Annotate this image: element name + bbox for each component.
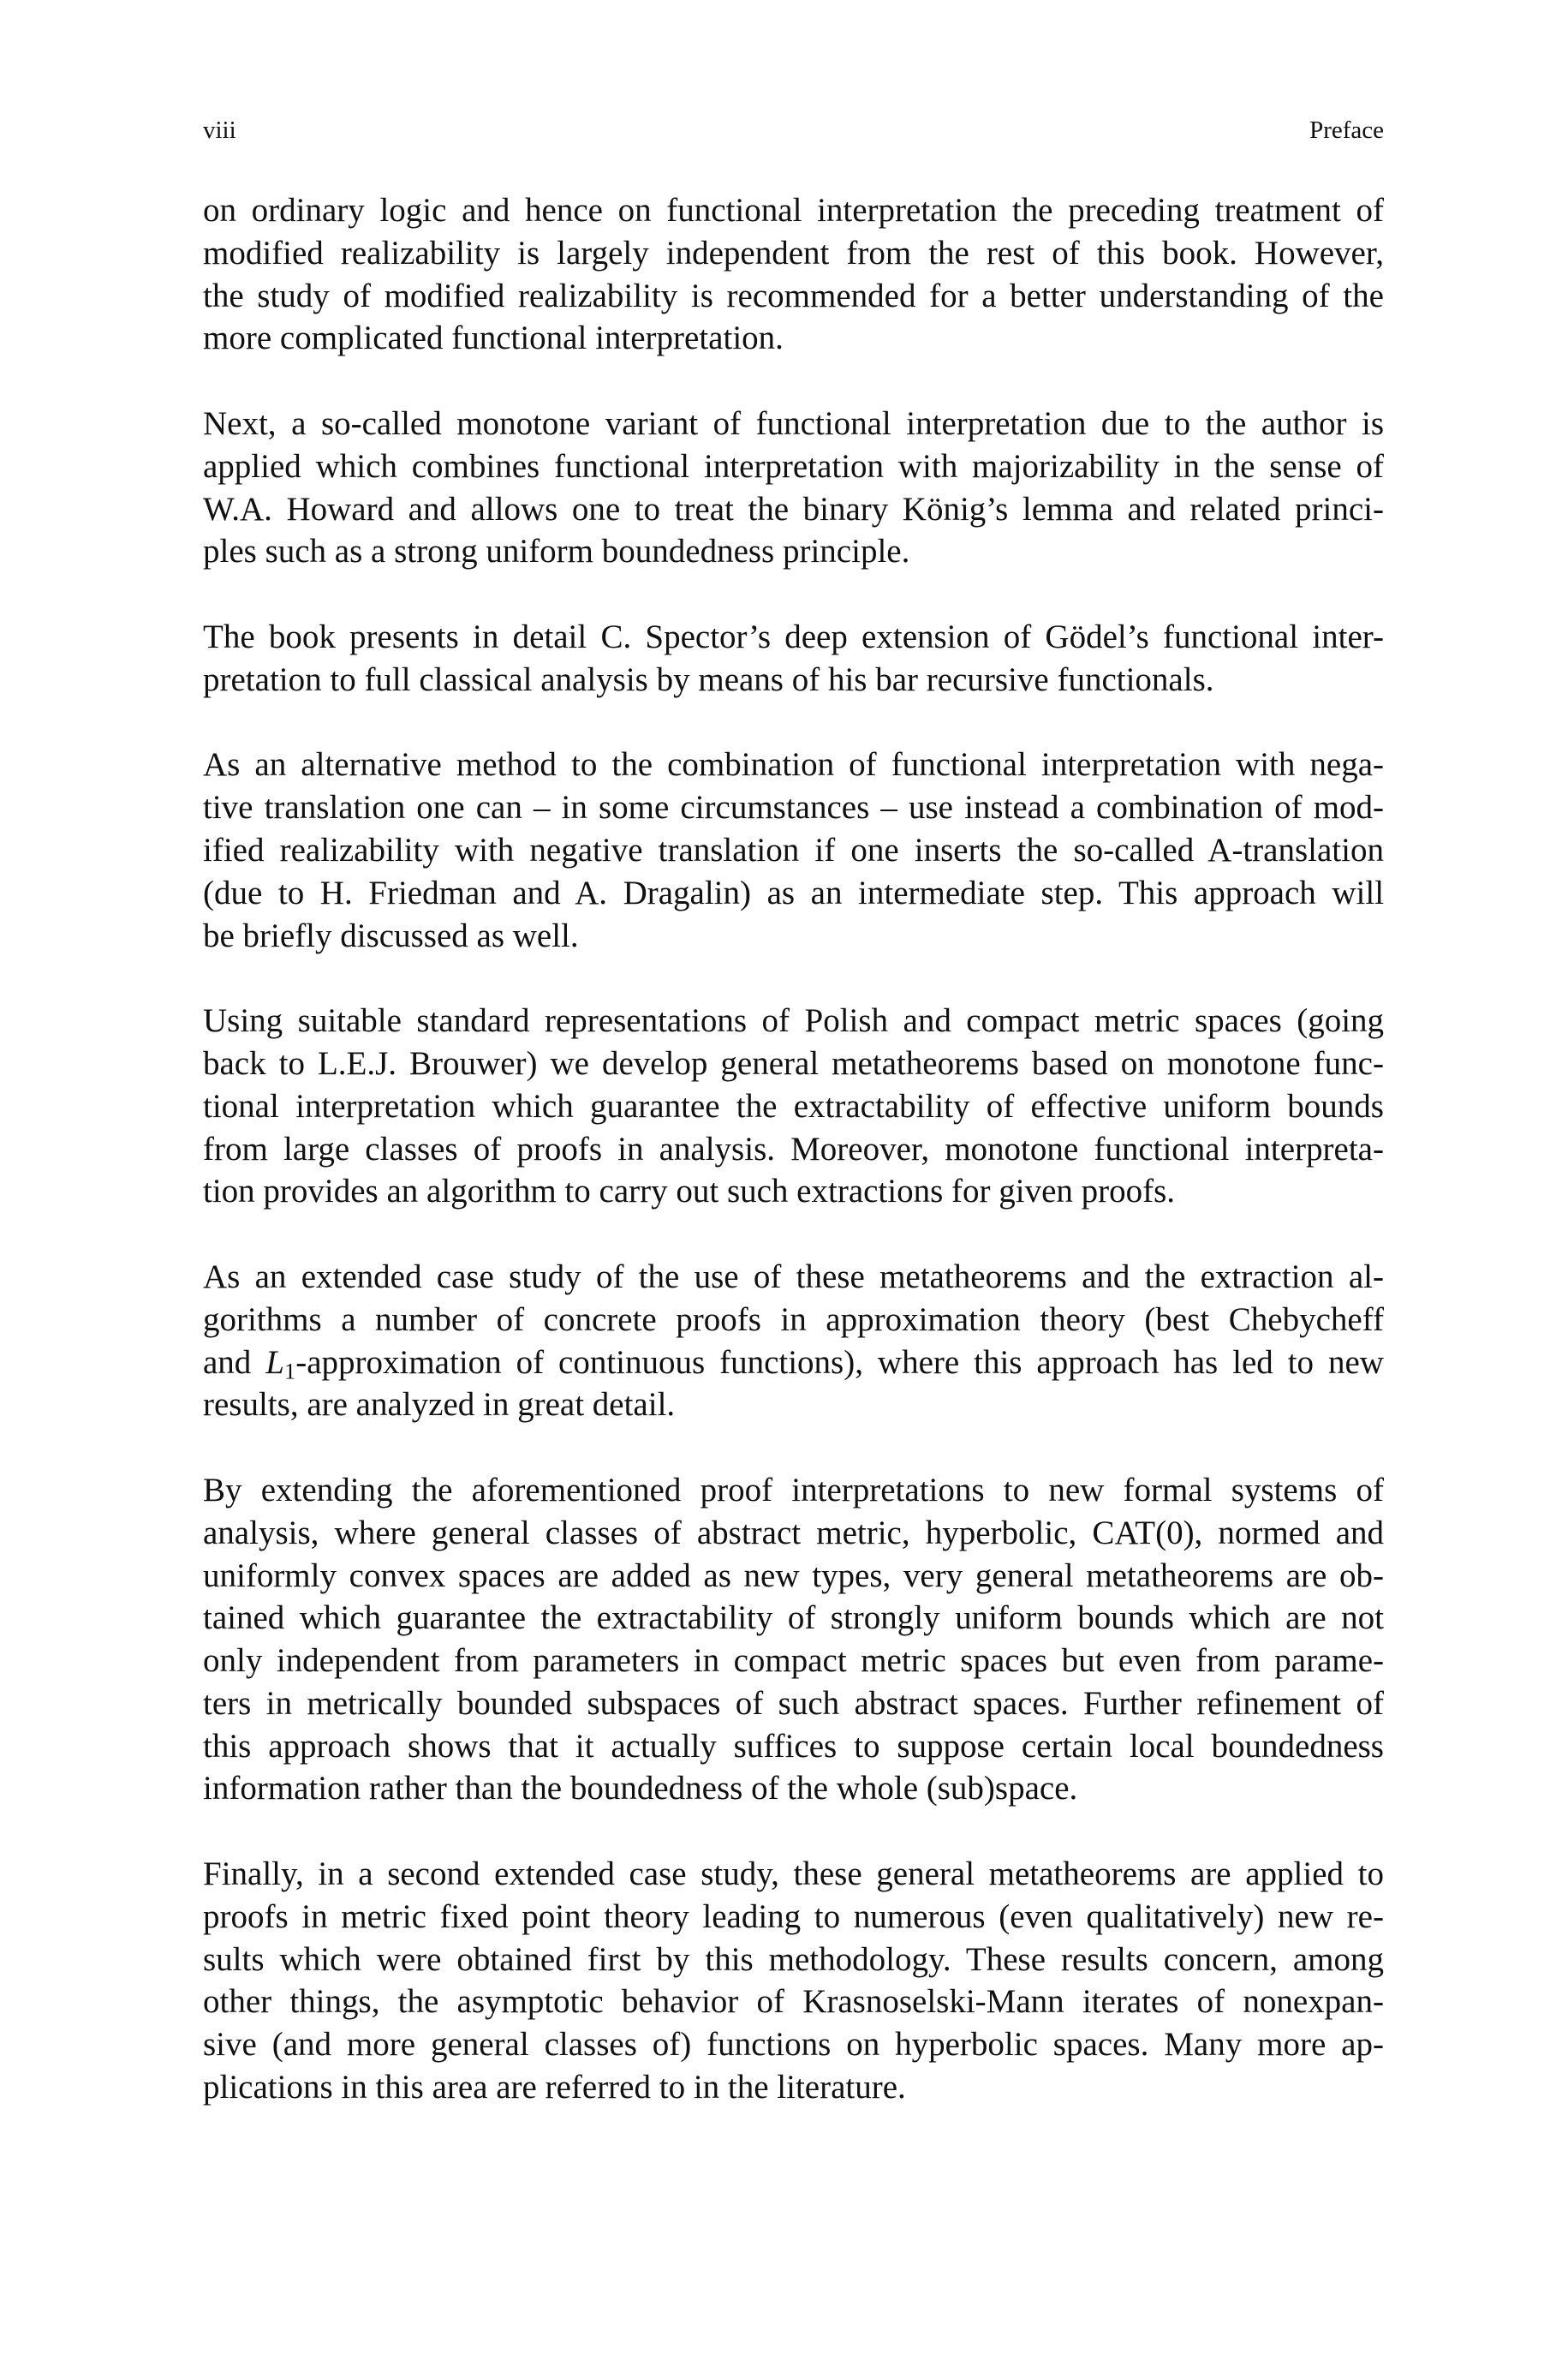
text-line: sults which were obtained first by this methodology. These results concern, among — [203, 1940, 1384, 1978]
text-line: Finally, in a second extended case study, these general metatheorems are applied to — [203, 1855, 1384, 1893]
paragraph-modified-realizability — [203, 189, 1384, 360]
text-line: gorithms a number of concrete proofs in approximation theory (best Chebycheff — [203, 1300, 1384, 1338]
preface-body — [203, 189, 1384, 2152]
text-line: the study of modified realizability is recommended for a better understanding of the — [203, 277, 1384, 314]
paragraph-a-translation — [203, 744, 1384, 957]
paragraph-metatheorems — [203, 1000, 1384, 1213]
text-line: pretation to full classical analysis by means of his bar recursive functionals. — [203, 660, 1214, 698]
text-line: tional interpretation which guarantee the extractability of effective uniform bounds — [203, 1087, 1384, 1125]
text-line: this approach shows that it actually suffices to suppose certain local boundedness — [203, 1727, 1384, 1765]
text-line: proofs in metric fixed point theory leading to numerous (even qualitatively) new re- — [203, 1897, 1384, 1935]
page-number: viii — [203, 117, 236, 144]
text-line: modified realizability is largely independent from the rest of this book. However, — [203, 234, 1385, 272]
text-line: tained which guarantee the extractability of strongly uniform bounds which are not — [203, 1599, 1385, 1637]
text-line: As an alternative method to the combination of functional interpretation with nega- — [203, 746, 1385, 784]
text-line: ples such as a strong uniform boundedness principle. — [203, 533, 910, 571]
text-line: ified realizability with negative translation if one inserts the so-called A-translation — [203, 831, 1384, 869]
text-line: tive translation one can – in some circumstances – use instead a combination of mod- — [203, 789, 1385, 827]
text-line: on ordinary logic and hence on functional interpretation the preceding treatment of — [203, 192, 1384, 229]
text-fragment: and — [203, 1343, 266, 1381]
paragraph-spector-extension — [203, 616, 1384, 702]
text-line: analysis, where general classes of abstract metric, hyperbolic, CAT(0), normed and — [203, 1514, 1385, 1551]
text-line: sive (and more general classes of) functions on hyperbolic spaces. Many more ap- — [203, 2026, 1384, 2064]
text-line: Next, a so-called monotone variant of functional interpretation due to the author is — [203, 404, 1384, 442]
text-line: back to L.E.J. Brouwer) we develop general metatheorems based on monotone func- — [203, 1044, 1384, 1082]
text-line: (due to H. Friedman and A. Dragalin) as an intermediate step. This approach will — [203, 874, 1385, 911]
text-line: only independent from parameters in compact metric spaces but even from parame- — [203, 1642, 1385, 1680]
math-subscript: 1 — [283, 1358, 296, 1384]
text-line: uniformly convex spaces are added as new types, very general metatheorems are ob- — [203, 1556, 1384, 1594]
text-line: As an extended case study of the use of these metatheorems and the extraction al- — [203, 1258, 1384, 1295]
text-line: plications in this area are referred to in the literature. — [203, 2069, 906, 2106]
text-line: W.A. Howard and allows one to treat the binary König’s lemma and related princi- — [203, 490, 1384, 528]
text-line: from large classes of proofs in analysis. Moreover, monotone functional interpreta- — [203, 1130, 1384, 1168]
text-fragment: -approximation of continuous functions), where this approach has led to new — [295, 1343, 1384, 1381]
running-title: Preface — [1309, 117, 1384, 144]
text-line: other things, the asymptotic behavior of Krasnoselski-Mann iterates of nonexpan- — [203, 1983, 1384, 2021]
text-line: more complicated functional interpretation. — [203, 320, 784, 357]
text-line: applied which combines functional interpretation with majorizability in the sense of — [203, 447, 1385, 485]
text-line: By extending the aforementioned proof interpretations to new formal systems of — [203, 1471, 1384, 1509]
paragraph-approximation-case-study — [203, 1256, 1384, 1426]
text-line: information rather than the boundedness of the whole (sub)space. — [203, 1770, 1078, 1807]
text-line: be briefly discussed as well. — [203, 917, 579, 954]
text-line-with-math — [203, 1341, 1384, 1384]
paragraph-monotone-interpretation — [203, 403, 1384, 573]
text-line: The book presents in detail C. Spector’s deep extension of Gödel’s functional inter- — [203, 618, 1384, 655]
text-line: tion provides an algorithm to carry out such extractions for given proofs. — [203, 1173, 1176, 1210]
math-symbol-L: L — [265, 1343, 284, 1381]
paragraph-fixed-point-case-study — [203, 1853, 1384, 2109]
text-line: ters in metrically bounded subspaces of such abstract spaces. Further refinement of — [203, 1684, 1384, 1722]
paragraph-abstract-spaces — [203, 1469, 1384, 1810]
running-head — [203, 115, 1384, 146]
text-line: Using suitable standard representations of Polish and compact metric spaces (going — [203, 1002, 1385, 1040]
text-line: results, are analyzed in great detail. — [203, 1386, 676, 1424]
